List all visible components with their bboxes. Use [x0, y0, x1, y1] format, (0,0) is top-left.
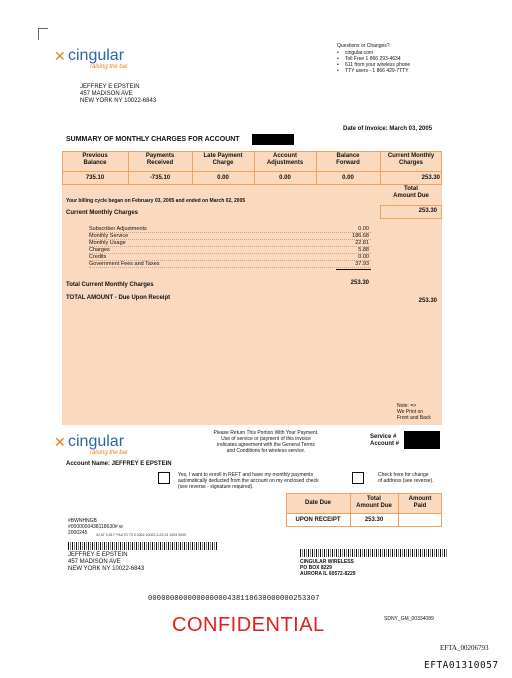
jack-icon: ✕: [54, 48, 66, 64]
redaction-box: [252, 134, 294, 145]
crop-mark: [38, 28, 39, 40]
ocr-scan-line: 000000000000000000438118630000000253307: [148, 595, 320, 603]
print-note: Note: => We Print on Front and Back: [397, 403, 431, 421]
header-date-due: Date Due: [304, 500, 331, 506]
cingular-logo-remit: [54, 434, 164, 460]
customer-name: JEFFREY E EPSTEIN: [80, 84, 140, 90]
customer-street: 457 MADISON AVE: [80, 91, 133, 97]
table-divider: [62, 171, 442, 172]
efta-large: EFTA01310057: [424, 660, 499, 671]
value-total-due: 253.30: [364, 517, 384, 523]
header-late-payment: Late Payment Charge: [203, 153, 243, 166]
mail-codes: #BWNHNGB #0000000438118630# w 2000245: [68, 518, 123, 536]
charge-row: Charges 5.88: [89, 247, 369, 253]
charge-row: Monthly Service 186.68: [89, 233, 369, 239]
header-current-charges: Current Monthly Charges: [387, 153, 435, 166]
value-account-adjustments: 0.00: [279, 175, 291, 181]
service-label: Service #: [370, 434, 397, 440]
value-payments-received: -735.10: [149, 175, 171, 181]
cingular-logo: [54, 48, 164, 74]
crop-mark: [38, 28, 48, 29]
header-amount-paid: Amount Paid: [408, 496, 432, 509]
charge-row: Government Fees and Taxes 37.93: [89, 261, 369, 267]
logo-wordmark: cingular: [68, 47, 125, 64]
sort-code: 02 AT 0.517 **AUTO T3 0 0302 10022-3-22-01 1004 0000: [96, 533, 187, 537]
charge-row: Monthly Usage 22.81: [89, 240, 369, 246]
charge-row: Credits 0.00: [89, 254, 369, 260]
summary-title: SUMMARY OF MONTHLY CHARGES FOR ACCOUNT: [66, 136, 240, 143]
address-change-text: Check here for change of address (see reverse).: [378, 472, 434, 484]
contact-block: [337, 43, 457, 74]
logo-tagline: raising the bar: [90, 450, 129, 456]
postal-barcode: [68, 542, 218, 550]
contact-tty: • TTY users - 1 866 429-7TTY: [337, 68, 457, 74]
payee-address: CINGULAR WIRELESS PO BOX 8229 AURORA IL 60572-8229: [300, 559, 356, 577]
contact-web: • cingular.com: [337, 50, 457, 56]
account-name: Account Name: JEFFREY E EPSTEIN: [66, 461, 172, 467]
doc-id: SDNY_GM_00334089: [384, 616, 434, 622]
mail-customer-address: JEFFREY E EPSTEIN 457 MADISON AVE NEW YORK NY 10022-6843: [68, 552, 145, 572]
table-divider: [286, 513, 442, 514]
contact-title: Questions or Changes?: [337, 43, 390, 49]
total-current-label: Total Current Monthly Charges: [66, 282, 154, 288]
payee-barcode: [300, 549, 448, 557]
jack-icon: ✕: [54, 434, 66, 450]
total-amount-due-label: Total Amount Due: [393, 186, 429, 199]
value-current-charges: 253.30: [421, 175, 440, 181]
total-amount-value: 253.30: [418, 298, 437, 304]
customer-city: NEW YORK NY 10022-6843: [80, 98, 157, 104]
billing-cycle-text: Your billing cycle began on February 03, 2005 and ended on March 02, 2005: [66, 198, 246, 204]
reft-checkbox[interactable]: [158, 472, 170, 484]
confidential-stamp: CONFIDENTIAL: [172, 614, 325, 636]
contact-phone: • Toll Free 1 866 293-4634: [337, 56, 457, 62]
total-current-value: 253.30: [350, 280, 369, 286]
amount-paid-input[interactable]: [400, 515, 440, 526]
header-total-amount-due: Total Amount Due: [356, 496, 392, 509]
current-charges-title: Current Monthly Charges: [66, 210, 139, 216]
address-change-checkbox[interactable]: [352, 472, 364, 484]
charges-panel: [62, 185, 442, 425]
header-balance-forward: Balance Forward: [336, 153, 360, 166]
header-account-adjustments: Account Adjustments: [266, 153, 304, 166]
total-amount-label: TOTAL AMOUNT - Due Upon Receipt: [66, 295, 171, 301]
header-payments-received: Payments Received: [145, 153, 175, 166]
value-late-payment: 0.00: [217, 175, 229, 181]
efta-small: EFTA_00206793: [440, 644, 489, 652]
value-date-due: UPON RECEIPT: [295, 517, 341, 523]
charge-row: Subscriber Adjustments 0.00: [89, 226, 369, 232]
invoice-date: Date of Invoice: March 03, 2005: [343, 126, 433, 132]
header-previous-balance: Previous Balance: [82, 153, 108, 166]
value-previous-balance: 735.10: [85, 175, 105, 181]
total-amount-due-value: 253.30: [418, 208, 437, 214]
account-label: Account #: [370, 441, 400, 447]
return-instructions: Please Return This Portion With Your Payment. Use of service or payment of this invoice indicates agreement with the General Terms and Conditions for wireless service.: [213, 430, 319, 454]
value-balance-forward: 0.00: [342, 175, 354, 181]
contact-wireless: • 611 from your wireless phone: [337, 62, 457, 68]
sum-underline: [336, 269, 371, 270]
logo-tagline: raising the bar: [90, 64, 129, 70]
redaction-box: [404, 431, 440, 449]
customer-address: [80, 84, 156, 105]
reft-text: Yes, I want to enroll in REFT and have my monthly payments automatically deducted from the account on my enclosed check (see reverse - signature required).: [178, 472, 319, 490]
logo-wordmark: cingular: [68, 433, 125, 450]
